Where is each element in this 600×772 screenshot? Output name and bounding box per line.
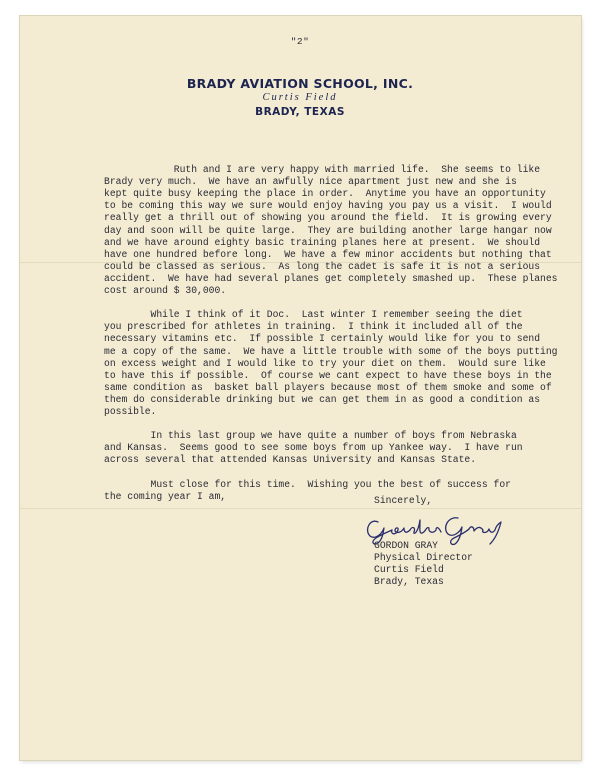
closing-salutation: Sincerely, <box>374 495 433 506</box>
signer-place: Curtis Field <box>374 564 444 576</box>
signature-block <box>374 540 473 588</box>
paragraph-boys-from-nebraska: In this last group we have quite a number of boys from Nebraska and Kansas. Seems good to see some boys from up Yankee way. I have run across several that attended Kansas University and Kansas State. <box>104 430 523 466</box>
letterhead-field: Curtis Field <box>262 92 338 103</box>
letter-body <box>104 152 574 515</box>
letterhead-location: BRADY, TEXAS <box>255 106 345 118</box>
letterhead-name: BRADY AVIATION SCHOOL, INC. <box>186 76 414 91</box>
paragraph-closing-wishes: Must close for this time. Wishing you the best of success for the coming year I am, <box>104 478 511 502</box>
page-number: "2" <box>290 36 310 47</box>
paragraph-diet-request: While I think of it Doc. Last winter I remember seeing the diet you prescribed for athletes in training. I think it included all of the necessary vitamins etc. If possible I certainly would like for you to send me a copy of the same. We have a little trouble with some of the boys putting on excess weight and I would like to try your diet on them. Would sure like to have this if possible. Of course we cant expect to have these boys in the same condition as basket ball players because most of them smoke and some of them do considerable drinking but we can get them in as good a condition as possible. <box>104 309 558 417</box>
paragraph-married-life: Ruth and I are very happy with married life. She seems to like Brady very much. We have an awfully nice apartment just new and she is kept quite busy keeping the place in order. Anytime you have an opportunity to be coming this way we sure would enjoy having you pay us a visit. I would really get a thrill out of showing you around the field. It is growing every day and soon will be quite large. They are building another large hangar now and we have around eighty basic training planes here at present. We should have one hundred before long. We have a few minor accidents but nothing that could be classed as serious. As long the cadet is safe it is not a serious accident. We have had several planes get completely smashed up. These planes cost around $ 30,000. <box>104 164 558 297</box>
signer-city: Brady, Texas <box>374 576 444 588</box>
signer-title: Physical Director <box>374 552 473 564</box>
signer-name: GORDON GRAY <box>374 540 438 551</box>
